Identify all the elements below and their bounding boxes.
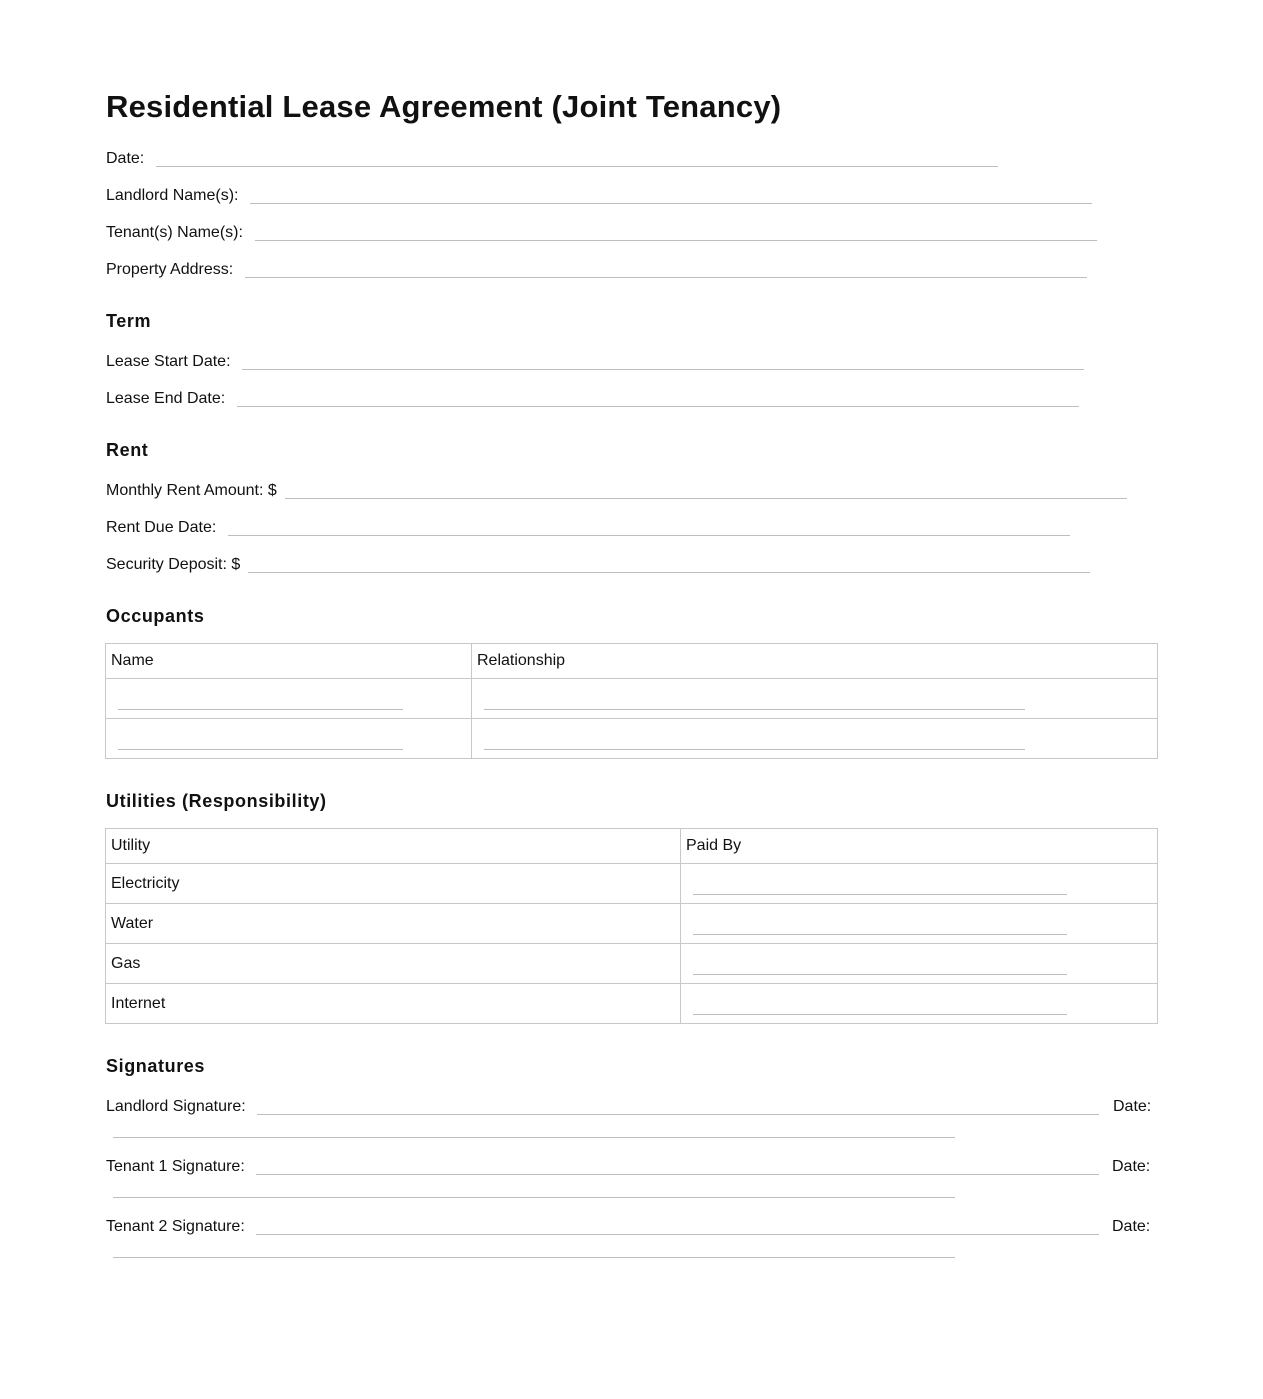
paid-by-line[interactable] <box>693 934 1067 935</box>
paid-by-cell[interactable] <box>681 984 1158 1024</box>
landlord-signature-label: Landlord Signature: <box>106 1098 246 1115</box>
utilities-heading: Utilities (Responsibility) <box>106 791 327 811</box>
tenant2-signature-line[interactable] <box>256 1234 1099 1235</box>
table-row <box>106 944 1158 984</box>
paid-by-line[interactable] <box>693 1014 1067 1015</box>
utility-name-cell: Gas <box>106 944 681 984</box>
term-heading: Term <box>106 311 152 331</box>
tenant-names-label: Tenant(s) Name(s): <box>106 224 243 241</box>
signatures-heading: Signatures <box>106 1056 206 1076</box>
landlord-name-input-line[interactable] <box>250 203 1092 204</box>
date-input-line[interactable] <box>156 166 998 167</box>
lease-end-input-line[interactable] <box>237 406 1079 407</box>
paid-by-line[interactable] <box>693 974 1067 975</box>
occupant-relationship-line[interactable] <box>484 709 1025 710</box>
utilities-col-paid-by: Paid By <box>681 829 1158 864</box>
paid-by-cell[interactable] <box>681 904 1158 944</box>
property-address-input-line[interactable] <box>245 277 1087 278</box>
paid-by-cell[interactable] <box>681 944 1158 984</box>
tenant1-date-line[interactable] <box>113 1197 955 1198</box>
utilities-table <box>105 828 1158 1024</box>
tenant1-signature-line[interactable] <box>256 1174 1099 1175</box>
security-deposit-label: Security Deposit: $ <box>106 556 241 573</box>
monthly-rent-label: Monthly Rent Amount: $ <box>106 482 277 499</box>
utilities-header-row <box>106 829 1158 864</box>
landlord-date-line[interactable] <box>113 1137 955 1138</box>
occupant-relationship-cell[interactable] <box>472 719 1158 759</box>
lease-start-input-line[interactable] <box>242 369 1084 370</box>
table-row <box>106 864 1158 904</box>
occupants-header-row <box>106 644 1158 679</box>
tenant1-date-label: Date: <box>1112 1158 1151 1175</box>
lease-start-label: Lease Start Date: <box>106 353 231 370</box>
utilities-col-utility: Utility <box>106 829 681 864</box>
table-row <box>106 904 1158 944</box>
table-row <box>106 719 1158 759</box>
landlord-signature-line[interactable] <box>257 1114 1099 1115</box>
occupant-relationship-cell[interactable] <box>472 679 1158 719</box>
utility-name-cell: Water <box>106 904 681 944</box>
occupants-col-name: Name <box>106 644 472 679</box>
monthly-rent-input-line[interactable] <box>285 498 1127 499</box>
lease-end-label: Lease End Date: <box>106 390 226 407</box>
paid-by-line[interactable] <box>693 894 1067 895</box>
occupant-name-line[interactable] <box>118 749 403 750</box>
security-deposit-input-line[interactable] <box>248 572 1090 573</box>
occupant-name-cell[interactable] <box>106 719 472 759</box>
landlord-date-label: Date: <box>1113 1098 1152 1115</box>
utility-name-cell: Internet <box>106 984 681 1024</box>
rent-due-input-line[interactable] <box>228 535 1070 536</box>
tenant2-date-line[interactable] <box>113 1257 955 1258</box>
document-title: Residential Lease Agreement (Joint Tenancy) <box>106 89 782 124</box>
rent-heading: Rent <box>106 440 149 460</box>
tenant2-signature-label: Tenant 2 Signature: <box>106 1218 245 1235</box>
occupants-heading: Occupants <box>106 606 205 626</box>
occupants-table <box>105 643 1158 759</box>
paid-by-cell[interactable] <box>681 864 1158 904</box>
occupants-col-relationship: Relationship <box>472 644 1158 679</box>
rent-due-label: Rent Due Date: <box>106 519 217 536</box>
occupant-relationship-line[interactable] <box>484 749 1025 750</box>
occupant-name-line[interactable] <box>118 709 403 710</box>
tenant1-signature-label: Tenant 1 Signature: <box>106 1158 245 1175</box>
property-address-label: Property Address: <box>106 261 234 278</box>
landlord-name-label: Landlord Name(s): <box>106 187 239 204</box>
utility-name-cell: Electricity <box>106 864 681 904</box>
tenant2-date-label: Date: <box>1112 1218 1151 1235</box>
date-label: Date: <box>106 150 145 167</box>
table-row <box>106 679 1158 719</box>
tenant-names-input-line[interactable] <box>255 240 1097 241</box>
occupant-name-cell[interactable] <box>106 679 472 719</box>
table-row <box>106 984 1158 1024</box>
